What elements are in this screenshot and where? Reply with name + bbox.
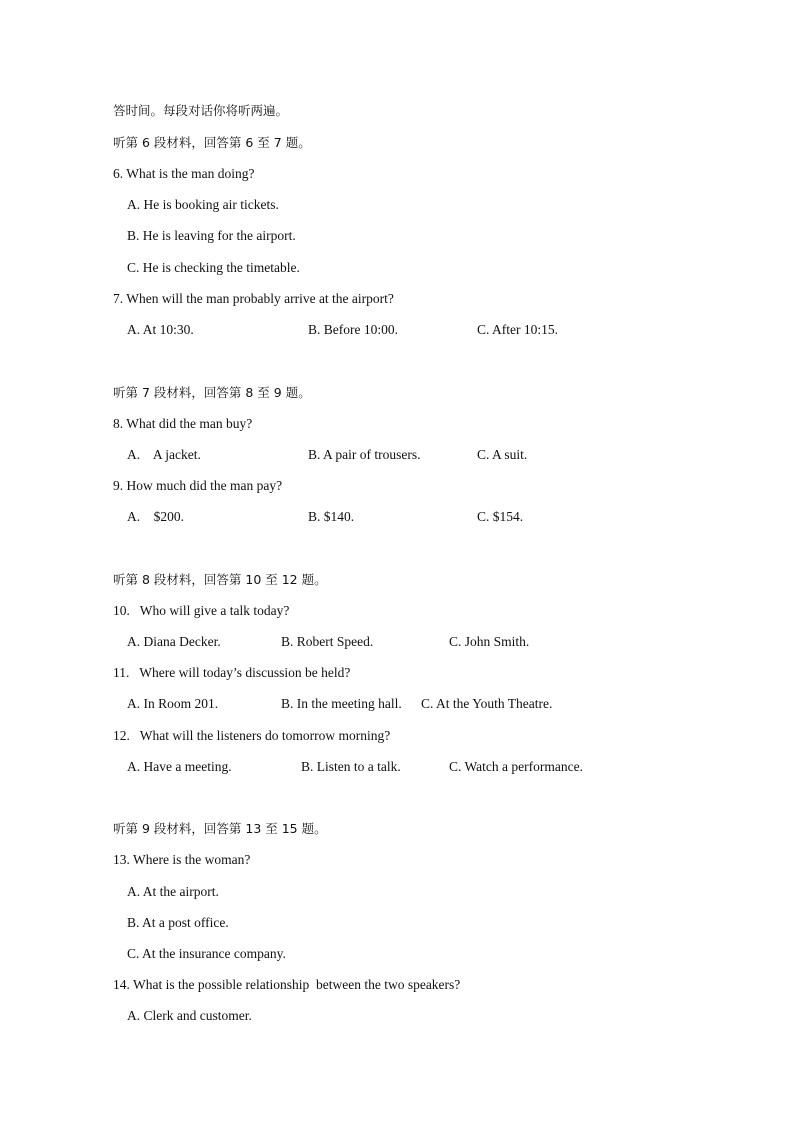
answer-option: C. He is checking the timetable. <box>127 260 300 275</box>
answer-option: A. He is booking air tickets. <box>127 197 279 212</box>
question-stem: 9. How much did the man pay? <box>113 478 283 493</box>
answer-option: A. In Room 201. <box>127 696 219 711</box>
answer-option: B. He is leaving for the airport. <box>127 228 296 243</box>
answer-option: A. Diana Decker. <box>127 634 221 649</box>
answer-option: A. At the airport. <box>127 884 219 899</box>
answer-option: A. Clerk and customer. <box>127 1008 252 1023</box>
question-stem: 8. What did the man buy? <box>113 416 253 431</box>
answer-option: B. Before 10:00. <box>308 322 398 337</box>
question-stem: 10. Who will give a talk today? <box>113 603 290 618</box>
answer-option: C. $154. <box>477 509 524 524</box>
answer-option: B. Robert Speed. <box>281 634 374 649</box>
answer-option: B. Listen to a talk. <box>301 759 401 774</box>
answer-option: B. At a post office. <box>127 915 229 930</box>
answer-option: C. At the Youth Theatre. <box>421 696 553 711</box>
answer-option: C. After 10:15. <box>477 322 558 337</box>
intro-text: 答时间。每段对话你将听两遍。 <box>113 103 289 118</box>
answer-option: C. A suit. <box>477 447 528 462</box>
answer-option: C. At the insurance company. <box>127 946 286 961</box>
answer-option: A. At 10:30. <box>127 322 194 337</box>
answer-option: B. In the meeting hall. <box>281 696 402 711</box>
section-heading: 听第 6 段材料，回答第 6 至 7 题。 <box>113 135 311 150</box>
question-stem: 14. What is the possible relationship between the two speakers? <box>113 977 461 992</box>
section-heading: 听第 8 段材料，回答第 10 至 12 题。 <box>113 572 327 587</box>
answer-option: B. A pair of trousers. <box>308 447 421 462</box>
section-heading: 听第 7 段材料，回答第 8 至 9 题。 <box>113 385 311 400</box>
answer-option: C. Watch a performance. <box>449 759 583 774</box>
answer-option: A. $200. <box>127 509 184 524</box>
answer-option: B. $140. <box>308 509 355 524</box>
question-stem: 6. What is the man doing? <box>113 166 255 181</box>
section-heading: 听第 9 段材料，回答第 13 至 15 题。 <box>113 821 327 836</box>
answer-option: C. John Smith. <box>449 634 530 649</box>
question-stem: 13. Where is the woman? <box>113 852 251 867</box>
question-stem: 12. What will the listeners do tomorrow morning? <box>113 728 391 743</box>
question-stem: 7. When will the man probably arrive at the airport? <box>113 291 394 306</box>
answer-option: A. Have a meeting. <box>127 759 232 774</box>
question-stem: 11. Where will today’s discussion be held? <box>113 665 351 680</box>
answer-option: A. A jacket. <box>127 447 201 462</box>
